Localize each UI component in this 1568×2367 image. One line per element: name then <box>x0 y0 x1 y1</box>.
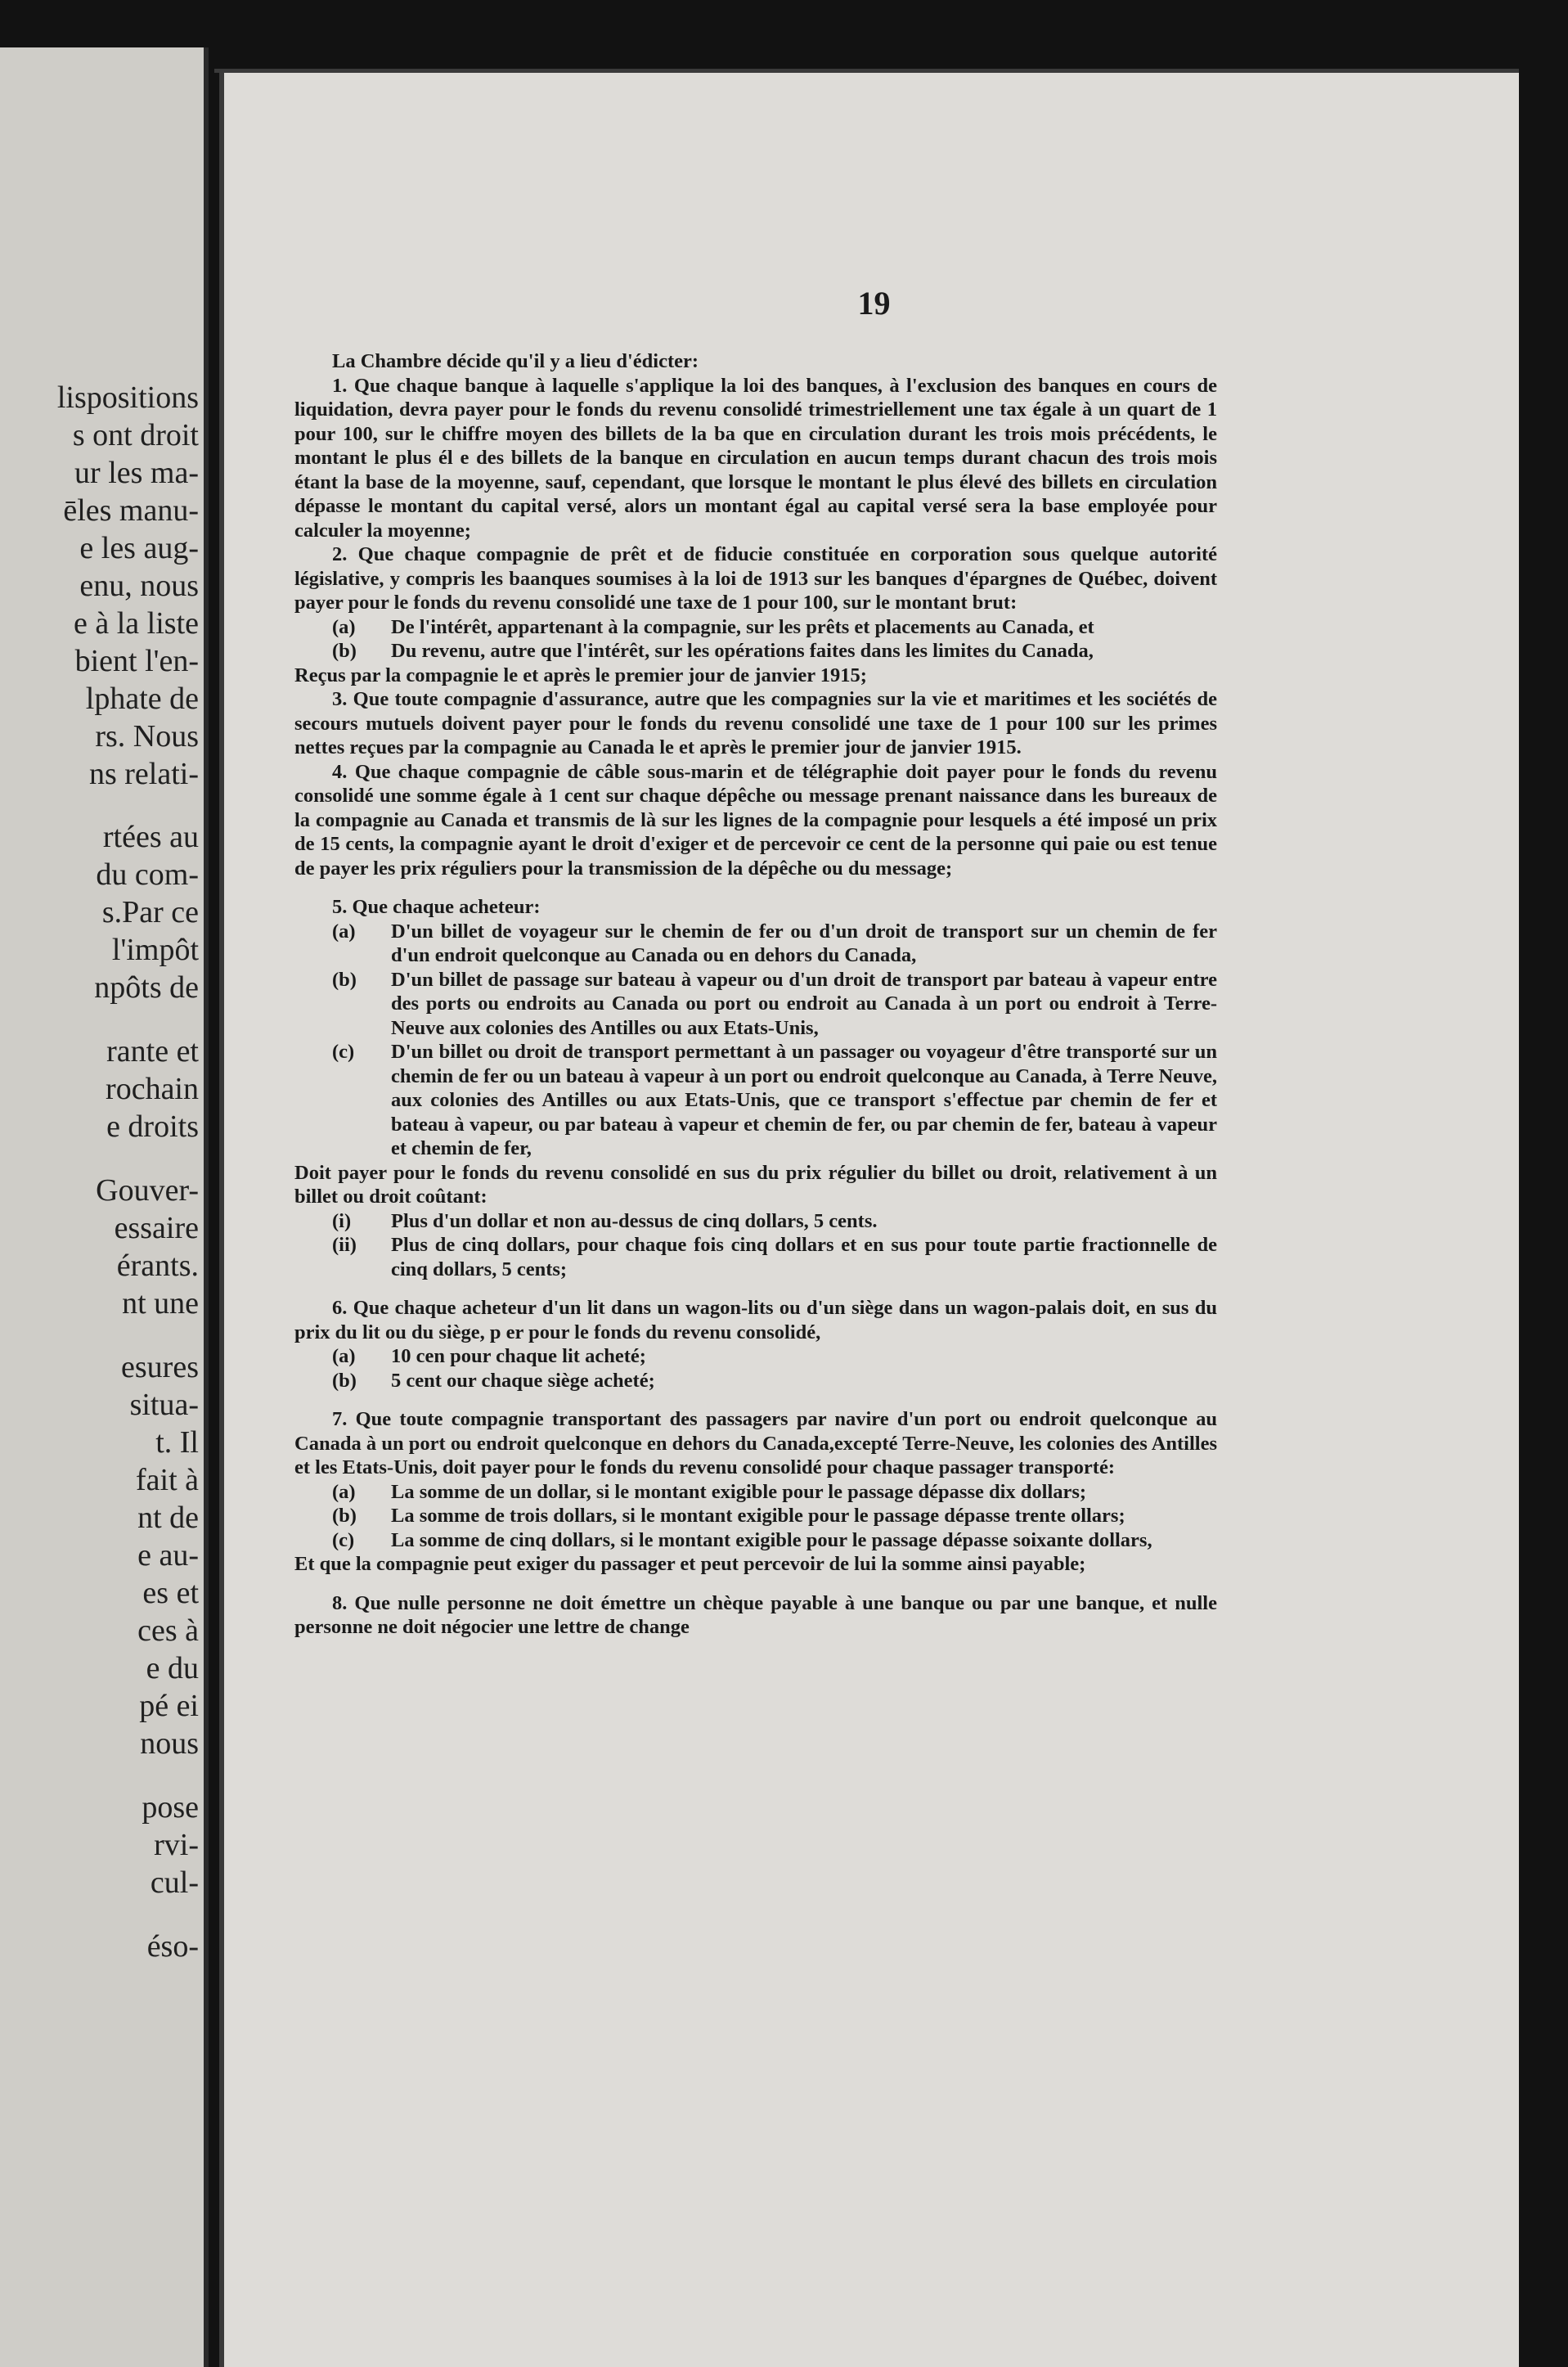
left-page-line: rochain <box>106 1072 199 1106</box>
item-text: La somme de un dollar, si le montant exigible pour le passage dépasse dix dollars; <box>391 1480 1087 1503</box>
left-page-line: lispositions <box>56 380 199 415</box>
spacer <box>294 1281 1217 1296</box>
left-page-line: l'impôt <box>111 933 199 967</box>
left-page-line: ēles manu- <box>63 493 199 528</box>
left-page-line: rs. Nous <box>95 719 199 754</box>
item-label: (ii) <box>332 1234 357 1256</box>
left-page-line: t. Il <box>155 1425 199 1460</box>
left-page-line: esures <box>121 1350 199 1384</box>
resolution-text <box>294 349 1217 1640</box>
section-2-end: Reçus par la compagnie le et après le premier jour de janvier 1915; <box>294 664 867 686</box>
item-text: 5 cent our chaque siège acheté; <box>391 1369 655 1392</box>
left-page-line: e droits <box>106 1109 199 1144</box>
item-label: (b) <box>332 1369 357 1392</box>
item-text: De l'intérêt, appartenant à la compagnie, sur les prêts et placements au Canada, et <box>391 615 1094 638</box>
item-text: D'un billet de voyageur sur le chemin de fer ou d'un droit de transport sur un chemin de fer d'un endroit quelconque au Canada ou en dehors du Canada, <box>391 920 1217 966</box>
left-page-line: bient l'en- <box>74 644 199 678</box>
left-page-line: e les aug- <box>79 531 199 565</box>
left-page-line: pé ei <box>139 1689 199 1723</box>
left-page-line: npôts de <box>94 970 199 1005</box>
section-8: 8. Que nulle personne ne doit émettre un chèque payable à une banque ou par une banque, et nulle personne ne doit négocier une lettre de change <box>294 1591 1217 1638</box>
section-2-item-a <box>294 615 1217 640</box>
left-page-line: ns relati- <box>88 757 199 791</box>
document-page <box>219 70 1524 2367</box>
section-7: 7. Que toute compagnie transportant des passagers par navire d'un port ou endroit quelconque au Canada à un port ou endroit quelconque en dehors du Canada,excepté Terre-Neuve, les colonies des Antilles et les Etats-Unis, doit payer pour le fonds du revenu consolidé pour chaque passager transporté: <box>294 1408 1217 1478</box>
left-page-line: e du <box>146 1651 199 1685</box>
left-page-line: es et <box>142 1576 199 1610</box>
left-page-line: lphate de <box>85 682 199 716</box>
section-7-item-b <box>294 1504 1217 1528</box>
left-page-line: pose <box>142 1790 199 1825</box>
spacer <box>294 1393 1217 1407</box>
left-page-line: essaire <box>114 1211 199 1245</box>
section-6: 6. Que chaque acheteur d'un lit dans un wagon-lits ou d'un siège dans un wagon-palais doit, en sus du prix du lit ou du siège, p er pour le fonds du revenu consolidé, <box>294 1297 1217 1343</box>
item-label: (i) <box>332 1209 352 1232</box>
item-label: (b) <box>332 1505 357 1527</box>
item-text: D'un billet ou droit de transport permettant à un passager ou voyageur d'être transporté sur un chemin de fer ou un bateau à vapeur à un port ou endroit quelconque au Canada, à Terre Neuve, aux colonies des Antilles ou aux Etats-Unis, que ce transport s'effectue par chemin de fer et bateau à vapeur, ou par bateau à vapeur et chemin de fer, ou par chemin de fer, bateau à vapeur et chemin de fer, <box>391 1041 1217 1159</box>
left-page-line: cul- <box>150 1865 199 1900</box>
section-2-item-b <box>294 639 1217 664</box>
left-page-line: Gouver- <box>96 1173 199 1208</box>
section-5-doit: Doit payer pour le fonds du revenu consolidé en sus du prix régulier du billet ou droit, relativement à un billet ou droit coûtant: <box>294 1161 1217 1208</box>
section-7-end: Et que la compagnie peut exiger du passager et peut percevoir de lui la somme ainsi payable; <box>294 1553 1086 1575</box>
item-label: (a) <box>332 1480 356 1503</box>
left-page-line: érants. <box>116 1249 199 1283</box>
spacer <box>294 1577 1217 1591</box>
section-5-item-ii <box>294 1233 1217 1281</box>
left-page-line: éso- <box>146 1929 199 1964</box>
left-facing-page <box>0 47 209 2367</box>
left-page-line: du com- <box>96 857 199 892</box>
left-page-line: ur les ma- <box>74 456 199 490</box>
section-5: 5. Que chaque acheteur: <box>332 896 541 918</box>
item-text: Plus de cinq dollars, pour chaque fois cinq dollars et en sus pour toute partie fractionnelle de cinq dollars, 5 cents; <box>391 1234 1217 1280</box>
item-label: (c) <box>332 1041 355 1063</box>
item-label: (b) <box>332 968 357 991</box>
section-3: 3. Que toute compagnie d'assurance, autre que les compagnies sur la vie et maritimes et les sociétés de secours mutuels doivent payer pour le fonds du revenu consolidé une taxe de 1 pour 100 sur les primes nettes reçues par la compagnie au Canada le et après le premier jour de janvier 1915. <box>294 688 1217 758</box>
item-text: La somme de cinq dollars, si le montant exigible pour le passage dépasse soixante dollars, <box>391 1528 1152 1551</box>
left-page-line: nous <box>140 1726 199 1761</box>
item-text: 10 cen pour chaque lit acheté; <box>391 1345 646 1367</box>
item-text: Du revenu, autre que l'intérêt, sur les opérations faites dans les limites du Canada, <box>391 640 1094 662</box>
section-5-item-a <box>294 920 1217 968</box>
spacer <box>294 880 1217 895</box>
item-text: D'un billet de passage sur bateau à vapeur ou d'un droit de transport par bateau à vapeur entre des ports ou endroits au Canada ou port ou endroit au Canada à un port ou endroit à Terre-Neuve aux colonies des Antilles ou aux Etats-Unis, <box>391 968 1217 1039</box>
section-7-item-c <box>294 1528 1217 1553</box>
left-page-line: rvi- <box>154 1828 199 1862</box>
left-page-line: nt une <box>122 1286 199 1321</box>
left-page-line: s ont droit <box>72 418 199 452</box>
page-number: 19 <box>857 285 891 322</box>
intro-line: La Chambre décide qu'il y a lieu d'édicter: <box>332 350 699 372</box>
left-page-line: rante et <box>106 1034 199 1069</box>
page-top-rule <box>214 69 1523 73</box>
item-label: (a) <box>332 615 356 638</box>
section-5-item-b <box>294 968 1217 1041</box>
item-text: Plus d'un dollar et non au-dessus de cinq dollars, 5 cents. <box>391 1209 878 1232</box>
item-label: (c) <box>332 1528 355 1551</box>
item-text: La somme de trois dollars, si le montant exigible pour le passage dépasse trente ollars; <box>391 1505 1125 1527</box>
section-7-item-a <box>294 1480 1217 1505</box>
section-5-item-c <box>294 1040 1217 1161</box>
left-page-line: fait à <box>135 1463 199 1497</box>
left-page-line: situa- <box>129 1388 199 1422</box>
left-page-line: rtées au <box>102 820 199 854</box>
left-page-line: nt de <box>137 1501 199 1535</box>
section-1: 1. Que chaque banque à laquelle s'applique la loi des banques, à l'exclusion des banques en cours de liquidation, devra payer pour le fonds du revenu consolidé trimestriellement une tax égale à un quart de 1 pour 100, sur le chiffre moyen des billets de la ba que en circulation durant les trois mois précédents, le montant le plus él e des billets de la banque en circulation en aucun temps durant chacun des trois mois étant la base de la moyenne, sauf, cependant, que lorsque le montant le plus élevé des billets en circulation dépasse le montant du capital versé, alors un montant égal au capital versé sera la base employée pour calculer la moyenne; <box>294 374 1217 542</box>
scan-dark-edge <box>1519 0 1568 2367</box>
left-page-line: enu, nous <box>79 569 199 603</box>
left-page-line: e à la liste <box>74 606 199 641</box>
section-4: 4. Que chaque compagnie de câble sous-marin et de télégraphie doit payer pour le fonds du revenu consolidé une somme égale à 1 cent sur chaque dépêche ou message prenant naissance dans les bureaux de la compagnie au Canada et transmis de là sur les lignes de la compagnie pour lesquels a été imposé un prix de 15 cents, la compagnie ayant le droit d'exiger et de percevoir ce cent de la personne qui paie ou est tenue de payer les prix réguliers pour la transmission de la dépêche ou du message; <box>294 760 1217 880</box>
section-6-item-a <box>294 1344 1217 1369</box>
left-page-line: s.Par ce <box>101 895 199 929</box>
item-label: (a) <box>332 920 356 943</box>
section-2: 2. Que chaque compagnie de prêt et de fiducie constituée en corporation sous quelque autorité législative, y compris les baanques soumises à la loi de 1913 sur les banques d'épargnes de Québec, doivent payer pour le fonds du revenu consolidé une taxe de 1 pour 100, sur le montant brut: <box>294 543 1217 614</box>
section-6-item-b <box>294 1369 1217 1393</box>
item-label: (a) <box>332 1345 356 1367</box>
item-label: (b) <box>332 640 357 662</box>
left-page-line: e au- <box>137 1538 199 1573</box>
section-5-item-i <box>294 1209 1217 1234</box>
left-page-line: ces à <box>137 1613 199 1648</box>
